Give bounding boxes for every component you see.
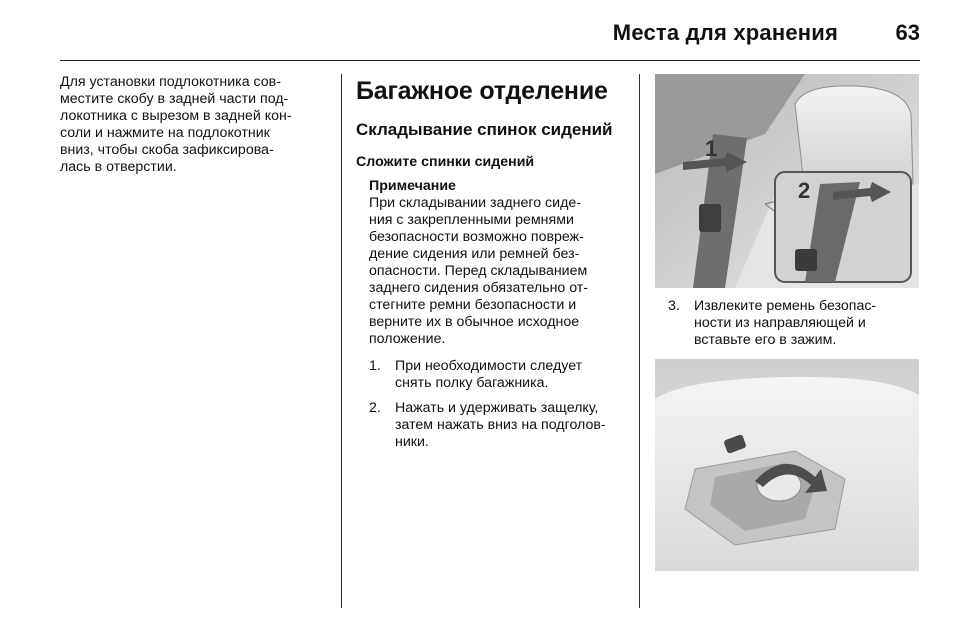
column-divider-2 — [639, 74, 640, 608]
step-number: 3. — [668, 298, 680, 314]
seat-belt-clip-photo — [655, 359, 919, 571]
step-number: 2. — [369, 400, 381, 416]
step-1 — [369, 358, 628, 392]
seat-belt-guide-photo — [655, 74, 919, 288]
step-text: Нажать и удерживать защелку, затем нажать вниз на подголов- ники. — [395, 400, 606, 450]
section-heading: Багажное отделение — [356, 77, 608, 105]
column-right — [655, 74, 921, 571]
callout-1: 1 — [705, 136, 718, 161]
header-rule — [60, 60, 920, 61]
page-number: 63 — [895, 20, 920, 45]
header-title: Места для хранения — [612, 20, 838, 45]
subsection-heading: Складывание спинок сидений — [356, 120, 613, 139]
column-left — [60, 74, 328, 176]
callout-2: 2 — [798, 178, 811, 203]
step-2 — [369, 400, 628, 451]
note-title: Примечание — [369, 178, 456, 194]
column-divider-1 — [341, 74, 342, 608]
subsubsection-heading: Сложите спинки сидений — [356, 154, 535, 170]
page-header — [60, 0, 920, 60]
note-text: При складывании заднего сиде- ния с закрепленными ремнями безопасности возможно повреж- дение сидения или ремней без- опасности. Перед складыванием заднего сидения обязательно от- стегните ремни безопасности и верните их в обычное исходное положение. — [369, 195, 589, 347]
step-text: Извлеките ремень безопас- ности из направляющей и вставьте его в зажим. — [694, 298, 877, 348]
step-3 — [668, 298, 921, 349]
note-block — [356, 154, 628, 348]
step-number: 1. — [369, 358, 381, 374]
step-text: При необходимости следует снять полку багажника. — [395, 358, 583, 391]
armrest-paragraph: Для установки подлокотника сов- местите скобу в задней части под- локотника с вырезом в задней кон- соли и нажмите на подлокотник вниз, чтобы скоба зафиксирова- лась в отверстии. — [60, 74, 292, 175]
column-middle — [356, 74, 628, 459]
